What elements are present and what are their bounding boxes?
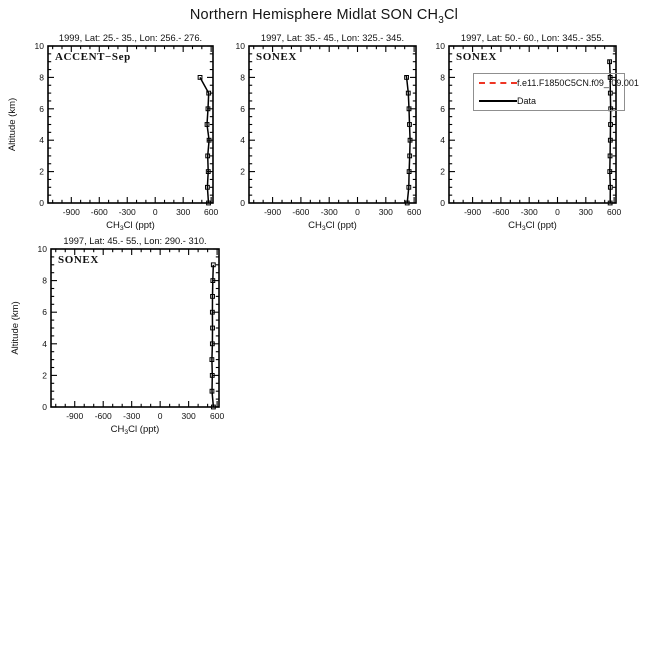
x-tick-label: 300: [181, 411, 196, 421]
y-axis-label: Altitude (km): [7, 97, 18, 152]
x-tick-label: 600: [407, 207, 422, 217]
x-tick-label: 0: [355, 207, 360, 217]
y-tick-label: 2: [240, 166, 245, 177]
panel-1-box: [48, 46, 213, 203]
y-tick-label: 6: [42, 307, 47, 318]
y-tick-label: 10: [235, 41, 245, 51]
panel-3-box: [449, 46, 616, 203]
x-tick-label: 0: [157, 411, 163, 421]
x-tick-label: 600: [210, 411, 225, 421]
legend-label-model: f.e11.F1850C5CN.f09_f09.001: [517, 78, 639, 88]
x-tick-label: -900: [464, 207, 482, 217]
panel-title: 1997, Lat: 45.- 55., Lon: 290.- 310.: [63, 236, 207, 246]
y-tick-label: 4: [39, 135, 44, 146]
panel-title: 1997, Lat: 35.- 45., Lon: 325.- 345.: [260, 33, 405, 43]
y-tick-label: 8: [39, 72, 44, 83]
legend-row-data: [479, 95, 624, 107]
legend: [473, 73, 639, 111]
title-pre: Northern Hemisphere Midlat SON CH: [189, 7, 439, 23]
y-tick-label: 0: [39, 198, 44, 208]
x-tick-label: -300: [520, 207, 538, 217]
y-tick-label: 6: [39, 103, 44, 114]
y-tick-label: 4: [42, 338, 47, 349]
x-axis-label: $CH_3Cl$ (ppt): [110, 424, 160, 436]
y-tick-label: 0: [240, 198, 245, 208]
data-line-sample-icon: [479, 100, 517, 102]
y-tick-label: 8: [42, 275, 47, 286]
x-tick-label: -300: [123, 411, 141, 421]
y-tick-label: 10: [435, 41, 445, 51]
x-tick-label: -300: [320, 207, 338, 217]
model-line-sample-icon: [479, 82, 517, 84]
y-tick-label: 8: [240, 72, 245, 83]
legend-row-model: [479, 77, 639, 89]
profile-line: [212, 265, 214, 407]
panel-4-box: [51, 249, 219, 407]
y-tick-label: 0: [42, 402, 47, 412]
y-tick-label: 4: [240, 135, 245, 146]
panel-tag: ACCENT−Sep: [55, 51, 131, 63]
panel-title: 1997, Lat: 50.- 60., Lon: 345.- 355.: [460, 33, 605, 43]
y-tick-label: 10: [37, 244, 47, 254]
y-tick-label: 0: [440, 198, 445, 208]
x-axis-label: $CH_3Cl$ (ppt): [106, 220, 155, 232]
y-tick-label: 6: [440, 103, 445, 114]
x-tick-label: 600: [204, 207, 219, 217]
y-tick-label: 2: [42, 370, 47, 381]
x-tick-label: 300: [378, 207, 393, 217]
panel-tag: SONEX: [58, 254, 99, 266]
x-tick-label: 300: [578, 207, 593, 217]
y-tick-label: 6: [240, 103, 245, 114]
title-subscript: 3: [438, 14, 444, 26]
panel-2-box: [249, 46, 416, 203]
x-tick-label: 0: [152, 207, 158, 217]
legend-label-data: Data: [517, 96, 537, 106]
y-tick-label: 8: [440, 72, 445, 83]
y-tick-label: 10: [34, 41, 44, 51]
y-tick-label: 4: [440, 135, 445, 146]
panel-tag: SONEX: [456, 51, 497, 63]
panel-title: 1999, Lat: 25.- 35., Lon: 256.- 276.: [58, 33, 203, 43]
x-tick-label: -600: [492, 207, 510, 217]
x-tick-label: 600: [607, 207, 622, 217]
panel-tag: SONEX: [256, 51, 297, 63]
x-tick-label: 0: [555, 207, 560, 217]
x-tick-label: -900: [66, 411, 84, 421]
y-axis-label: Altitude (km): [10, 301, 21, 355]
x-tick-label: -300: [118, 207, 136, 217]
x-tick-label: -600: [292, 207, 310, 217]
x-tick-label: 300: [176, 207, 191, 217]
y-tick-label: 2: [440, 166, 445, 177]
title-post: Cl: [444, 7, 459, 23]
x-tick-label: -900: [264, 207, 282, 217]
x-axis-label: $CH_3Cl$ (ppt): [308, 220, 357, 232]
x-tick-label: -900: [62, 207, 80, 217]
y-tick-label: 2: [39, 166, 44, 177]
x-axis-label: $CH_3Cl$ (ppt): [508, 220, 557, 232]
x-tick-label: -600: [90, 207, 108, 217]
x-tick-label: -600: [94, 411, 112, 421]
